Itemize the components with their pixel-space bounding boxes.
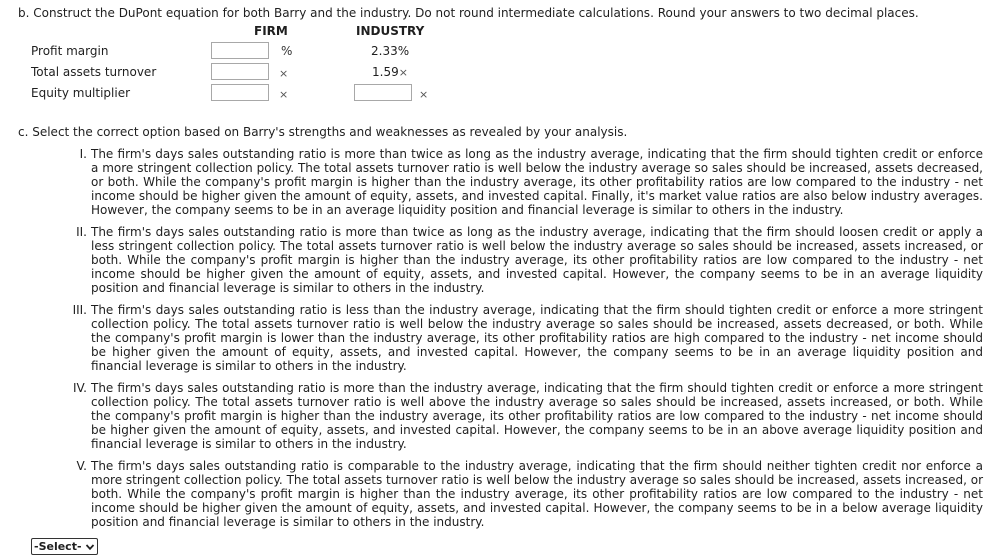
option-text: The firm's days sales outstanding ratio is more than twice as long as the industry average, indicating that the firm should tighten credit or enforce a more stringent collection policy. The total assets turnover ratio is well below the industry average so sales should be increased, assets decreased, or both. While the company's profit margin is higher than the industry average, its other profitability ratios are low compared to the industry - net income should be higher given the amount of equity, assets, and invested capital. Finally, it's market value ratios are also below industry averages. However, the company seems to be in an average liquidity position and financial leverage is similar to others in the industry. (91, 147, 983, 217)
equity-multiplier-industry-unit: × (419, 88, 429, 101)
part-c-instruction: c. Select the correct option based on Barry's strengths and weaknesses as revealed by your analysis. (18, 125, 628, 139)
part-b-instruction: b. Construct the DuPont equation for both Barry and the industry. Do not round intermediate calculations. Round your answers to two decimal places. (18, 6, 919, 20)
times-icon: × (398, 66, 408, 79)
equity-multiplier-firm-unit: × (279, 88, 289, 101)
option-number: IV. (72, 381, 87, 395)
option-number: I. (79, 147, 87, 161)
profit-margin-label: Profit margin (31, 44, 109, 58)
equity-multiplier-label: Equity multiplier (31, 86, 131, 100)
total-assets-turnover-firm-unit: × (279, 67, 289, 80)
equity-multiplier-firm-input[interactable] (211, 84, 269, 101)
option-text: The firm's days sales outstanding ratio is comparable to the industry average, indicating that the firm should neither tighten credit nor enforce a more stringent collection policy. The total assets turnover ratio is well below the industry average so sales should be increased, assets increased, or both. While the company's profit margin is higher than the industry average, its other profitability ratios are low compared to the industry - net income should be higher given the amount of equity, assets, and invested capital. However, the company seems to be in a below average liquidity position and financial leverage is similar to others in the industry. (91, 459, 983, 529)
total-assets-turnover-industry-number: 1.59 (372, 65, 399, 79)
industry-column-header: INDUSTRY (356, 24, 425, 38)
option-select-dropdown[interactable] (31, 538, 98, 555)
total-assets-turnover-industry-value (372, 65, 408, 79)
option-number: V. (76, 459, 87, 473)
equity-multiplier-industry-input[interactable] (354, 84, 412, 101)
total-assets-turnover-firm-input[interactable] (211, 63, 269, 80)
option-number: II. (76, 225, 87, 239)
profit-margin-industry-value: 2.33% (371, 44, 410, 58)
total-assets-turnover-label: Total assets turnover (31, 65, 157, 79)
option-text: The firm's days sales outstanding ratio is more than twice as long as the industry average, indicating that the firm should loosen credit or apply a less stringent collection policy. The total assets turnover ratio is well below the industry average so sales should be increased, assets increased, or both. While the company's profit margin is higher than the industry average, its other profitability ratios are low compared to the industry - net income should be higher given the amount of equity, assets, and invested capital. However, the company seems to be in an average liquidity position and financial leverage is similar to others in the industry. (91, 225, 983, 295)
option-number: III. (72, 303, 87, 317)
profit-margin-firm-unit: % (281, 44, 293, 58)
chevron-down-icon (85, 542, 95, 552)
select-label: -Select- (34, 540, 82, 553)
profit-margin-firm-input[interactable] (211, 42, 269, 59)
firm-column-header: FIRM (254, 24, 288, 38)
option-text: The firm's days sales outstanding ratio is less than the industry average, indicating that the firm should tighten credit or enforce a more stringent collection policy. The total assets turnover ratio is well below the industry average so sales should be increased, assets decreased, or both. While the company's profit margin is lower than the industry average, its other profitability ratios are high compared to the industry - net income should be higher given the amount of equity, assets, and invested capital. However, the company seems to be in an average liquidity position and financial leverage is similar to others in the industry. (91, 303, 983, 373)
option-text: The firm's days sales outstanding ratio is more than the industry average, indicating that the firm should tighten credit or enforce a more stringent collection policy. The total assets turnover ratio is well above the industry average so sales should be increased, assets increased, or both. While the company's profit margin is higher than the industry average, its other profitability ratios are low compared to the industry - net income should be higher given the amount of equity, assets, and invested capital. However, the company seems to be in an above average liquidity position and financial leverage is similar to others in the industry. (91, 381, 983, 451)
